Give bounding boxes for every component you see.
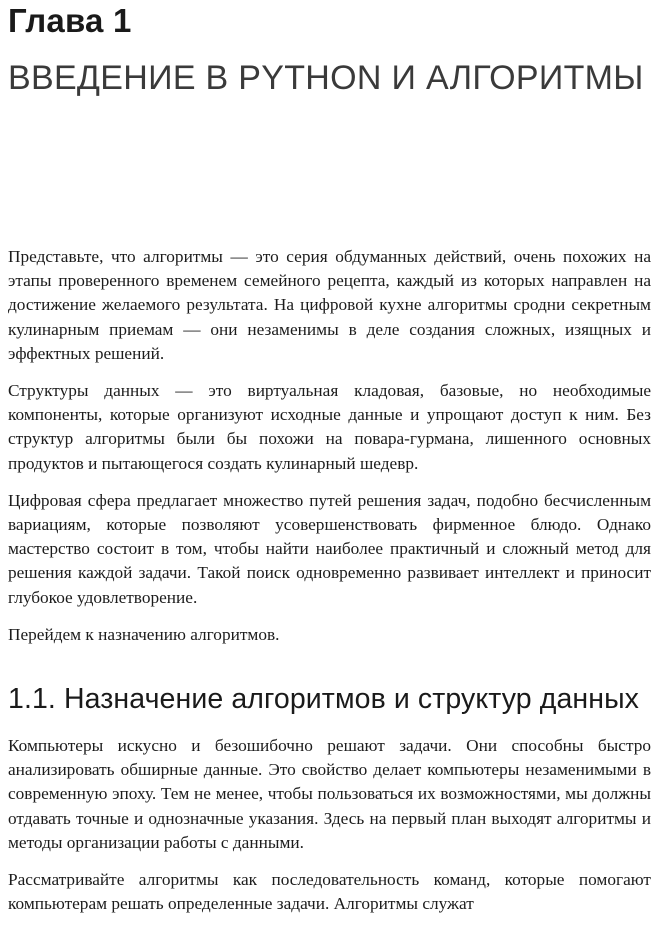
intro-text <box>8 245 651 647</box>
intro-paragraph-1: Представьте, что алгоритмы — это серия обдуманных действий, очень похожих на этапы проверенного временем семейного рецепта, каждый из которых направлен на достижение желаемого результата. На цифровой кухне алгоритмы сродни секретным кулинарным приемам — они незаменимы в деле создания сложных, изящных и эффектных решений. <box>8 247 651 363</box>
chapter-title: ВВЕДЕНИЕ В PYTHON И АЛГОРИТМЫ <box>8 59 644 97</box>
chapter-label: Глава 1 <box>8 2 132 39</box>
intro-paragraph-4: Перейдем к назначению алгоритмов. <box>8 624 280 644</box>
section-heading: 1.1. Назначение алгоритмов и структур данных <box>8 683 640 716</box>
intro-paragraph-3: Цифровая сфера предлагает множество путей решения задач, подобно бесчисленным вариациям, которые позволяют усовершенствовать фирменное блюдо. Однако мастерство состоит в том, чтобы найти наиболее практичный и сложный метод для решения каждой задачи. Такой поиск одновременно развивает интеллект и приносит глубокое удовлетворение. <box>8 490 651 607</box>
intro-paragraph-2: Структуры данных — это виртуальная кладовая, базовые, но необходимые компоненты, которые организуют исходные данные и упрощают доступ к ним. Без структур алгоритмы были бы похожи на повара-гурмана, лишенного основных продуктов и пытающегося создать кулинарный шедевр. <box>8 381 651 473</box>
section-paragraph-2: Рассматривайте алгоритмы как последовательность команд, которые помогают компьютерам решать определенные задачи. Алгоритмы служат <box>8 870 651 914</box>
section-text <box>8 734 651 916</box>
section-paragraph-1: Компьютеры искусно и безошибочно решают задачи. Они способны быстро анализировать обширные данные. Это свойство делает компьютеры незаменимыми в современную эпоху. Тем не менее, чтобы пользоваться их возможностями, мы должны отдавать точные и однозначные указания. Здесь на первый план выходят алгоритмы и методы организации работы с данными. <box>8 736 651 852</box>
book-page <box>8 0 651 929</box>
